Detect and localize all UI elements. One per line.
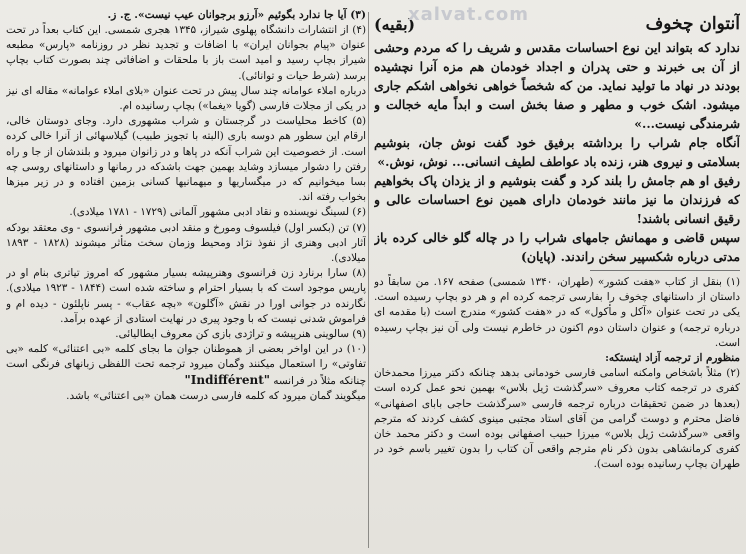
footnote-9: (۹) سالوینی هنرپیشه و تراژدی بازی کن معروف ایطالیائی. — [115, 328, 366, 341]
foreign-word: "Indifférent" — [184, 372, 270, 387]
body-paragraph-1: ندارد که بتواند این نوع احساسات مقدس و شریف را که مردم وحشی از آن بی خبرند و حتی پدران و اجداد خودمان هم مزه آنرا نچشیده بودند در نهاد ما تولید نماید. من که شخصاً خواهی نخواهی اشکم جاری میشود. اشک خوب و مطهر و صفا بخش است و ابداً مایه خجالت و شرمندگی نیست...» — [374, 40, 740, 131]
watermark: xalvat.com — [408, 4, 530, 25]
continued-label: (بقیه) — [374, 14, 416, 34]
article-title: آنتوان چخوف — [645, 14, 740, 34]
footnote-3: (۳) آیا جا ندارد بگوئیم «آرزو برجوانان عیب نیست». ج. ز. — [107, 9, 366, 21]
footnote-6: (۶) لسینگ نویسنده و نقاد ادبی مشهور آلمانی (۱۷۲۹ - ۱۷۸۱ میلادی). — [69, 206, 366, 219]
footnote-10 — [6, 342, 366, 389]
footnote-10-text: (۱۰) در این اواخر بعضی از هموطنان جوان ما بجای کلمه «بی اعتنائی» کلمه «بی تفاوتی» را استعمال میکنند وگمان میرود ترجمه تحت اللفظی زبانهای فرنگی است چنانکه مثلاً در فرانسه — [6, 343, 366, 387]
left-column — [6, 8, 366, 550]
column-divider — [368, 12, 369, 548]
body-paragraph-3: رفیق او هم جامش را بلند کرد و گفت بنوشیم و از یزدان پاک بخواهیم که فرزندان ما نیز مانند خودمان دارای همین نوع احساسات عالی و رقیق انسانی باشند! — [374, 173, 740, 226]
footnote-4: (۴) از انتشارات دانشگاه پهلوی شیراز، ۱۳۴۵ هجری شمسی. این کتاب بعداً در تحت عنوان «پیام بجوانان ایران» با اضافات و تجدید نظر در روزنامه «پارس» مطبعه شیراز بچاپ رسید و امید است باز با ملحقات و اضافاتی چند بصورت کتاب بچاپ برسد (شرط حیات و توانائی). — [6, 24, 366, 82]
right-column — [374, 8, 740, 550]
footnote-8: (۸) سارا برنارد زن فرانسوی وهنرپیشه بسیار مشهور که امروز تیاتری بنام او در پاریس موجود است که با بسیار احترام و ساخته شده است (۱۸۴۴ - ۱۹۲۳ میلادی). نگارنده در جوانی اورا در نقش «آگلون» «بچه عقاب» - پسر ناپلئون - دیده ام و فراموش شدنی نیست که با وجود پیری در نهایت استادی از عهده برآمد. — [6, 267, 366, 325]
footnote-5: (۵) کاخط محلیاست در گرجستان و شراب مشهوری دارد. وجای دوستان خالی، ارقام این سطور هم دوسه باری (البته با تجویز طبیب) گیلاسهائی از آنرا خالی کرده است. از خصوصیت این شراب آنکه در پاها و در زانوان میرود و بلندشان از جا و راه رفتن را دشوار میسازد وشاید بهمین جهت باشدکه در رمانها و داستانهای روسی چه بسا میخوانیم که در میگساریها و میهمانیها کسانی بزمین افتاده و در زیر میزها بخواب رفته اند. — [6, 115, 366, 204]
footnote-4-cont: درباره املاء عوامانه چند سال پیش در تحت عنوان «بلای املاء عوامانه» مقاله ای نیز در یکی از مجلات فارسی (گویا «یغما») بچاپ رسانیده ام. — [6, 84, 366, 113]
footnote-divider — [590, 270, 740, 271]
footnote-intro: منظورم از ترجمه آزاد اینستکه: — [605, 352, 740, 365]
footnote-1: (۱) بنقل از کتاب «هفت کشور» (طهران، ۱۳۴۰ شمسی) صفحه ۱۶۷. من سابقاً دو داستان از داستانهای چخوف را بفارسی ترجمه کرده ام و هر دو بچاپ رسیده است. یکی در تحت عنوان «آکل و مأکول» که در «هفت کشور» مندرج است (با مقدمه ای درباره ترجمه) و عنوان داستان دوم اکنون در خاطرم نیست ولی آن نیز بچاپ رسیده است. — [374, 276, 740, 349]
footnote-7: (۷) تن (بکسر اول) فیلسوف ومورخ و منقد ادبی مشهور فرانسوی - وی معتقد بودکه آثار ادبی وهنری از نفوذ نژاد ومحیط وزمان سخت متأثر میشوند (۱۸۲۸ - ۱۸۹۳ میلادی). — [6, 221, 366, 265]
footnote-2: (۲) مثلاً باشخاص وامکنه اسامی فارسی خودمانی بدهد چنانکه دکتر میرزا محمدخان کفری در ترجمه کتاب معروف «سرگذشت ژیل بلاس» بهمین نحو عمل کرده است (بعدها در ضمن تحقیقات درباره ترجمه فارسی «سرگذشت حاجی بابای اصفهانی» فاضل محترم و دوست گرامی من آقای استاد مجتبی مینوی کشف کردند که مترجم واقعی «سرگذشت ژیل بلاس» میرزا حبیب اصفهانی بوده است و دکتر محمد خان کفری کرمانشاهی بدون ذکر نام مترجم واقعی آن کتاب را بدون تغییر باسم خود در طهران بچاپ رسانیده بوده است). — [374, 367, 740, 471]
footnote-10-end: میگویند گمان میرود که کلمه فارسی درست همان «بی اعتنائی» باشد. — [66, 389, 366, 402]
body-paragraph-2: آنگاه جام شراب را برداشته برفیق خود گفت نوش جان، بنوشیم بسلامتی و نیروی هنر، زنده باد عواطف لطیف انسانی... نوش، نوش.» — [374, 135, 740, 169]
body-paragraph-4: سپس قاضی و مهمانش جامهای شراب را در چاله گلو خالی کرده باز مدتی درباره شکسپیر سخن راندند. (پایان) — [374, 230, 740, 264]
